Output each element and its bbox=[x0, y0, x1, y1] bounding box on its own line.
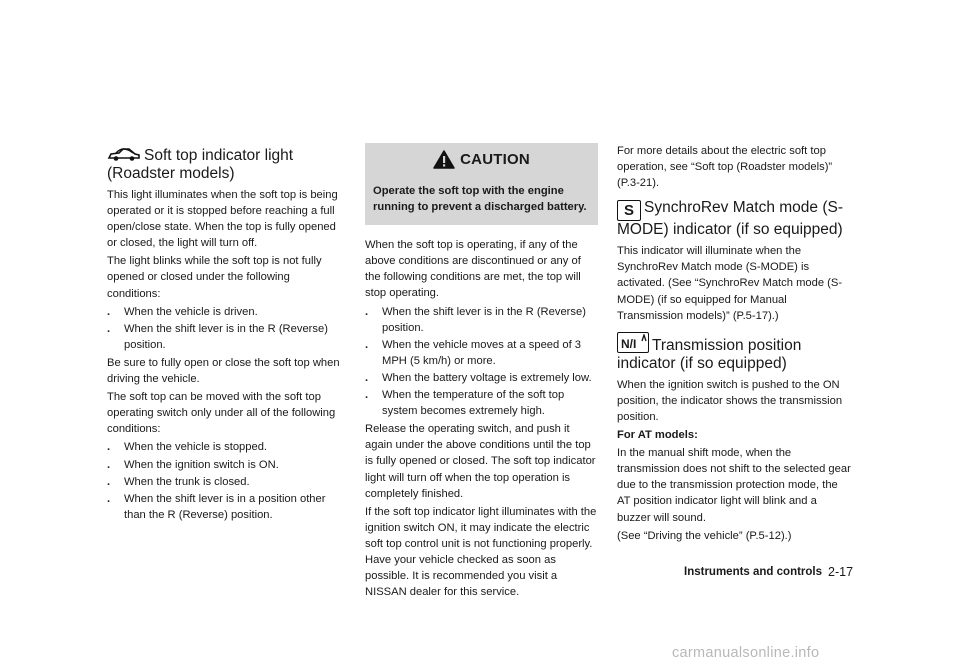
column-1 bbox=[107, 146, 340, 525]
bullet: . bbox=[365, 371, 369, 384]
bullet: . bbox=[107, 305, 111, 318]
heading-text: SynchroRev Match mode (S-MODE) indicator (if so equipped) bbox=[617, 199, 843, 239]
paragraph: If the soft top indicator light illuminates with the ignition switch ON, it may indicate the electric soft top control unit is not functioning properly. Have your vehicle checked as soon as possible. It is recommended you visit a NISSAN dealer for this service. bbox=[365, 505, 597, 599]
paragraph: The light blinks while the soft top is not fully opened or closed under the following conditions: bbox=[107, 255, 322, 300]
heading-text: Transmission position indicator (if so equipped) bbox=[617, 336, 802, 372]
bullet: . bbox=[365, 389, 369, 402]
page-number: 2-17 bbox=[828, 565, 854, 579]
caution-box bbox=[365, 143, 598, 225]
paragraph: When the ignition switch is pushed to the ON position, the indicator shows the transmission position. bbox=[617, 378, 843, 423]
paragraph: This indicator will illuminate when the SynchroRev Match mode (S-MODE) is activated. (See “SynchroRev Match mode (S-MODE) (if so equipped for Manual Transmission models)” (P.5-17).) bbox=[617, 245, 843, 322]
operation-conditions-list bbox=[107, 439, 340, 522]
s-mode-icon: S bbox=[617, 200, 641, 221]
bullet: . bbox=[107, 492, 111, 505]
list-item: . When the shift lever is in the R (Reverse) position. bbox=[107, 322, 328, 351]
list-item: . When the vehicle moves at a speed of 3 MPH (5 km/h) or more. bbox=[365, 338, 582, 367]
list-item: . When the vehicle is driven. bbox=[107, 304, 340, 320]
list-item: . When the temperature of the soft top system becomes extremely high. bbox=[365, 389, 565, 418]
list-item: . When the trunk is closed. bbox=[107, 474, 340, 490]
bullet: . bbox=[107, 322, 111, 335]
column-3 bbox=[617, 143, 853, 546]
stop-conditions-list bbox=[365, 304, 598, 420]
list-item: . When the vehicle is stopped. bbox=[107, 439, 340, 455]
paragraph: (See “Driving the vehicle” (P.5-12).) bbox=[617, 529, 792, 542]
bullet: . bbox=[365, 338, 369, 351]
paragraph: For more details about the electric soft top operation, see “Soft top (Roadster models)” (P.3-21). bbox=[617, 145, 833, 190]
paragraph: This light illuminates when the soft top is being operated or it is stopped before reaching a full open/close state. When the top is fully opened or closed, the light will turn off. bbox=[107, 189, 338, 250]
soft-top-car-icon bbox=[107, 146, 141, 162]
paragraph: When the soft top is operating, if any of the above conditions are discontinued or any of the following conditions are met, the top will stop operating. bbox=[365, 239, 581, 300]
blink-conditions-list bbox=[107, 304, 340, 353]
section-title: Instruments and controls bbox=[684, 566, 823, 578]
subheading: For AT models: bbox=[617, 429, 698, 442]
list-item: . When the ignition switch is ON. bbox=[107, 457, 340, 473]
paragraph: In the manual shift mode, when the transmission does not shift to the selected gear due to the transmission protection mode, the AT position indicator light will blink and a buzzer will sound. bbox=[617, 447, 851, 524]
list-item: . When the shift lever is in the R (Reverse) position. bbox=[365, 305, 586, 334]
heading-text: Soft top indicator light (Roadster models) bbox=[107, 147, 294, 182]
bullet: . bbox=[107, 441, 111, 454]
list-item: . When the shift lever is in a position other than the R (Reverse) position. bbox=[107, 492, 326, 521]
paragraph: Be sure to fully open or close the soft top when driving the vehicle. bbox=[107, 356, 340, 386]
transmission-position-icon: N/I bbox=[617, 332, 649, 353]
soft-top-heading bbox=[107, 146, 340, 183]
watermark: carmanualsonline.info bbox=[672, 645, 820, 661]
bullet: . bbox=[365, 305, 369, 318]
column-2 bbox=[365, 143, 598, 602]
caution-text: Operate the soft top with the engine running to prevent a discharged battery. bbox=[373, 185, 587, 214]
bullet: . bbox=[107, 475, 111, 488]
paragraph: Release the operating switch, and push it again under the above conditions until the top is fully opened or closed. The soft top indicator light will turn off when the top operation is completely finished. bbox=[365, 423, 596, 500]
warning-icon bbox=[433, 150, 455, 169]
caution-label: CAUTION bbox=[460, 150, 530, 168]
caution-header bbox=[373, 143, 590, 175]
paragraph: The soft top can be moved with the soft top operating switch only under all of the following conditions: bbox=[107, 391, 336, 436]
transmission-heading bbox=[617, 332, 853, 373]
list-item: . When the battery voltage is extremely low. bbox=[365, 370, 598, 386]
bullet: . bbox=[107, 458, 111, 471]
s-mode-heading bbox=[617, 199, 853, 239]
